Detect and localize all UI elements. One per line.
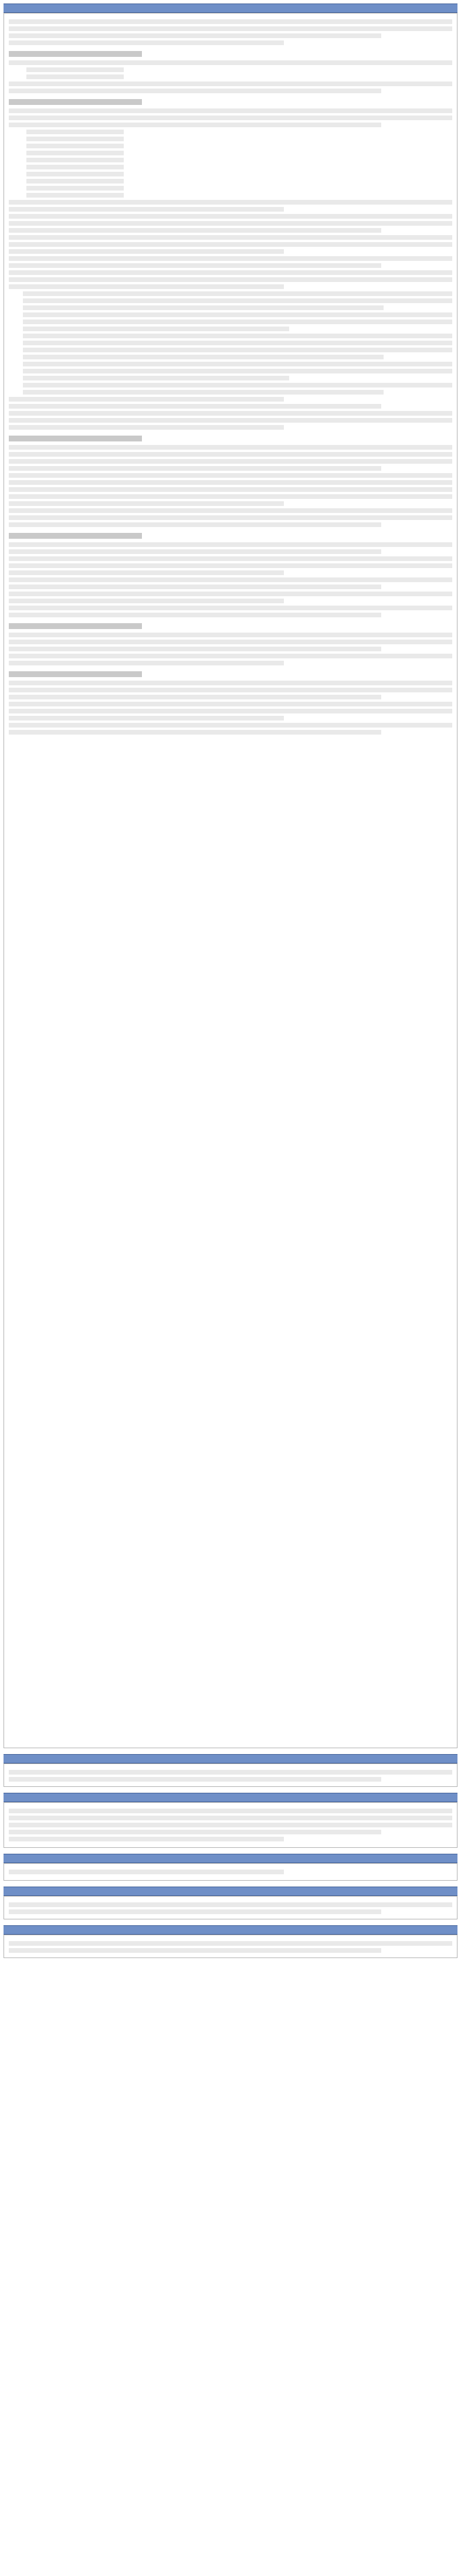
instructions-box xyxy=(4,13,457,1748)
section-header xyxy=(4,1754,457,1763)
section-body xyxy=(4,1935,457,1958)
section-header xyxy=(4,1793,457,1802)
section-header xyxy=(4,1854,457,1863)
section-header xyxy=(4,1887,457,1896)
section-header xyxy=(4,1925,457,1935)
section-header xyxy=(4,4,457,13)
section-body xyxy=(4,1896,457,1919)
section-body xyxy=(4,1802,457,1848)
section-body xyxy=(4,1763,457,1787)
section-body xyxy=(4,1863,457,1881)
